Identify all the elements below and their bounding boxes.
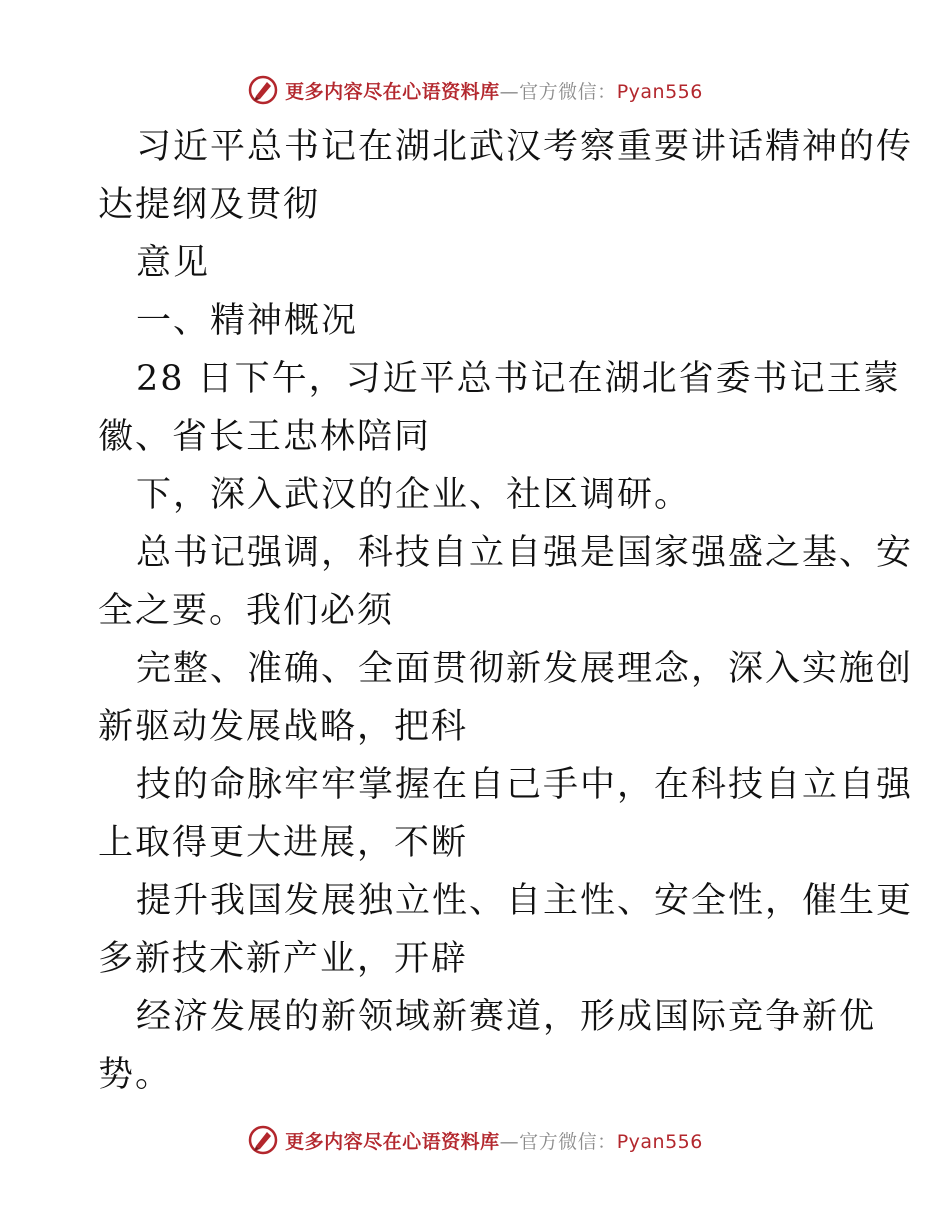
footer-banner-text <box>285 1127 703 1154</box>
paragraph-line: 28 日下午，习近平总书记在湖北省委书记王蒙 <box>136 359 901 399</box>
paragraph-line: 总书记强调，科技自立自强是国家强盛之基、安 <box>136 533 914 573</box>
section-heading: 一、精神概况 <box>136 301 359 341</box>
paragraph-line: 完整、准确、全面贯彻新发展理念，深入实施创 <box>136 649 914 689</box>
header-slogan: 更多内容尽在心语资料库 <box>285 80 500 103</box>
footer-banner <box>0 1120 950 1160</box>
paragraph-line: 上取得更大进展，不断 <box>98 823 469 863</box>
header-wechat-label: 官方微信： <box>519 80 617 103</box>
title-line-2: 达提纲及贯彻 <box>98 185 321 225</box>
paragraph-line: 多新技术新产业，开辟 <box>98 939 469 979</box>
header-banner <box>0 70 950 110</box>
footer-wechat-id: Pyan556 <box>616 1130 703 1153</box>
paragraph-line: 技的命脉牢牢掌握在自己手中，在科技自立自强 <box>136 765 914 805</box>
paragraph-line: 全之要。我们必须 <box>98 591 395 631</box>
header-banner-text <box>285 77 703 104</box>
title-line-3: 意见 <box>136 243 211 283</box>
footer-dash: — <box>499 1130 520 1153</box>
header-dash: — <box>499 80 520 103</box>
paragraph-line: 经济发展的新领域新赛道，形成国际竞争新优 <box>136 997 877 1037</box>
document-body <box>98 118 914 1104</box>
pen-nib-logo-icon <box>247 1124 279 1156</box>
paragraph-line: 提升我国发展独立性、自主性、安全性，催生更 <box>136 881 914 921</box>
header-wechat-id: Pyan556 <box>616 80 703 103</box>
footer-slogan: 更多内容尽在心语资料库 <box>285 1130 500 1153</box>
paragraph-line: 徽、省长王忠林陪同 <box>98 417 432 457</box>
pen-nib-logo-icon <box>247 74 279 106</box>
title-line-1: 习近平总书记在湖北武汉考察重要讲话精神的传 <box>136 127 914 167</box>
footer-wechat-label: 官方微信： <box>519 1130 617 1153</box>
paragraph-line: 新驱动发展战略，把科 <box>98 707 469 747</box>
paragraph-line: 下，深入武汉的企业、社区调研。 <box>136 475 692 515</box>
paragraph-line: 势。 <box>98 1055 173 1095</box>
